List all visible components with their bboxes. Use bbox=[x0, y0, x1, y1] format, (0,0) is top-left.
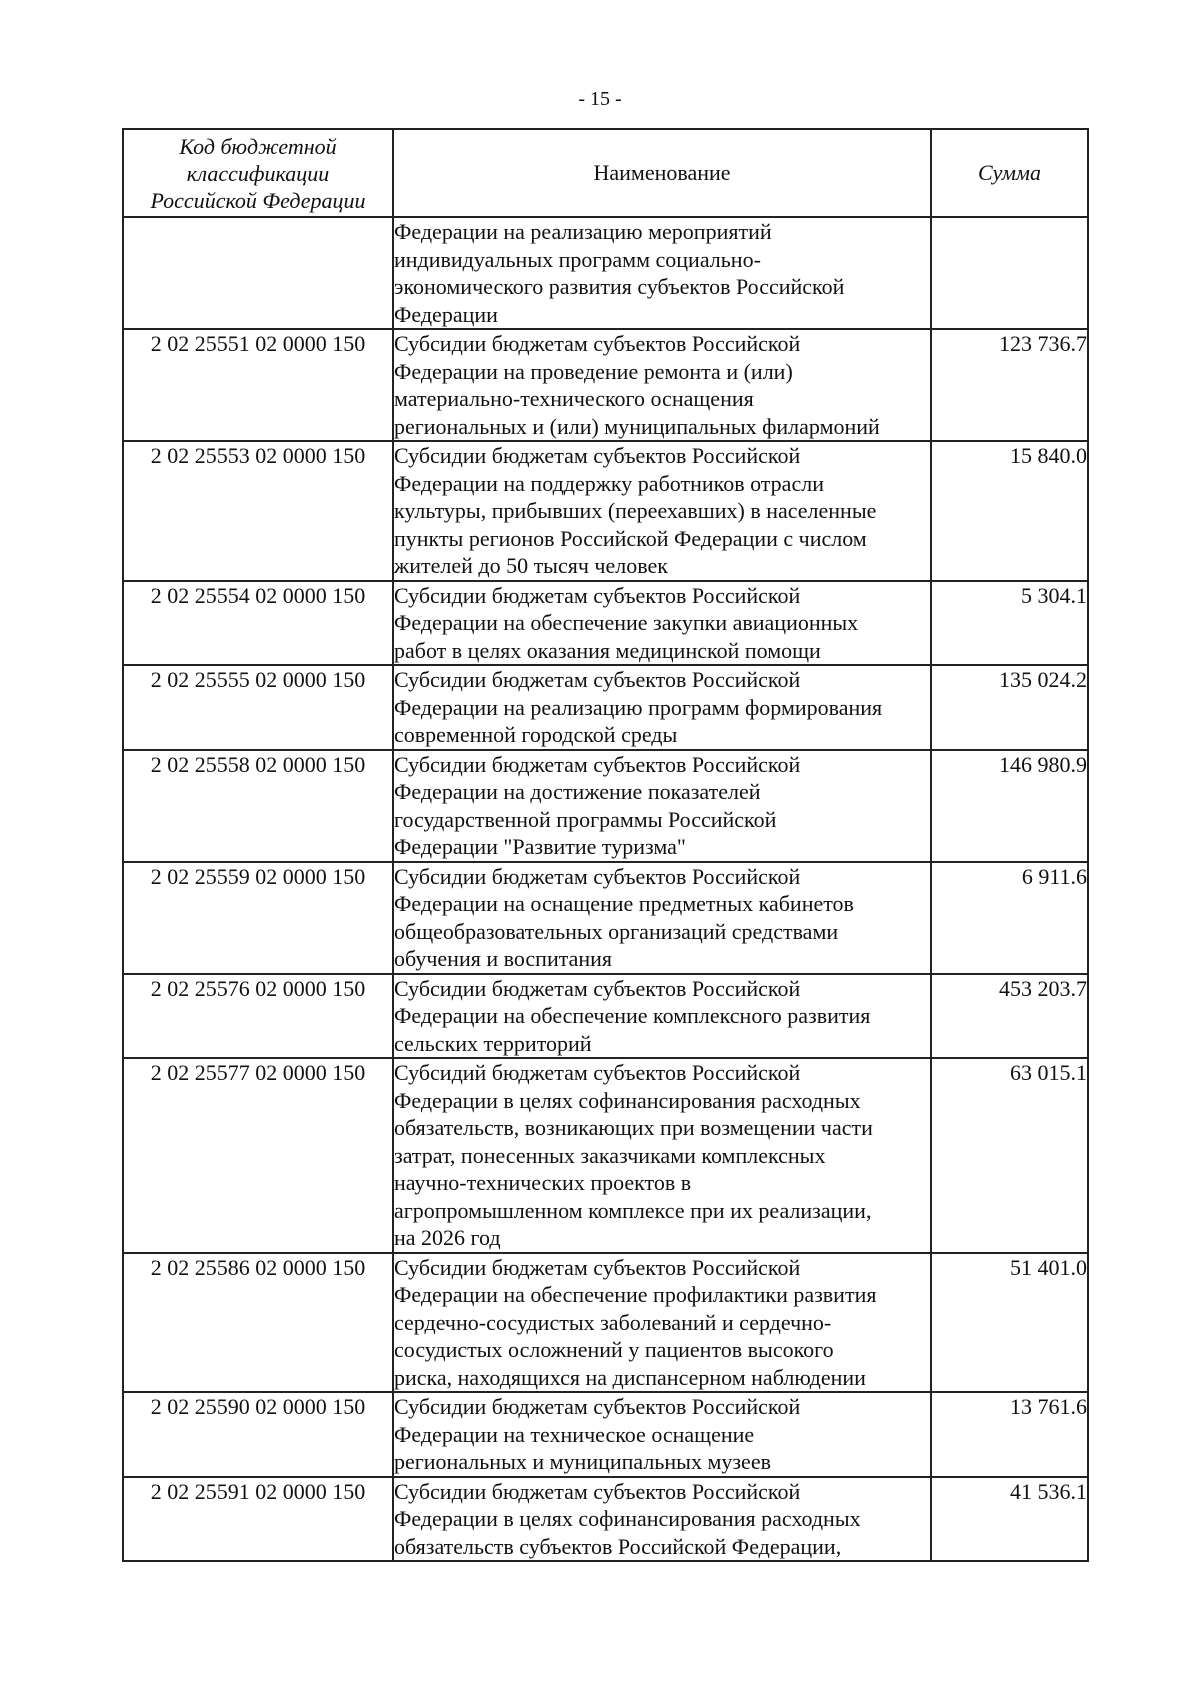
header-code-line: классификации bbox=[186, 160, 330, 186]
name-cell bbox=[393, 1392, 931, 1477]
name-line: Федерации на поддержку работников отрасли bbox=[394, 470, 824, 496]
name-line: Субсидии бюджетам субъектов Российской bbox=[394, 443, 801, 468]
name-line: сельских территорий bbox=[394, 1030, 592, 1056]
name-line: Федерации в целях софинансирования расходных bbox=[394, 1506, 861, 1531]
budget-code-cell: 2 02 25590 02 0000 150 bbox=[123, 1392, 393, 1477]
name-line: обязательств, возникающих при возмещении части bbox=[394, 1115, 873, 1140]
name-line: агропромышленном комплексе при их реализации, bbox=[394, 1197, 872, 1223]
table-row bbox=[123, 862, 1088, 974]
sum-cell: 13 761.6 bbox=[931, 1392, 1088, 1477]
name-line: научно-технических проектов в bbox=[394, 1170, 692, 1195]
sum-cell: 51 401.0 bbox=[931, 1253, 1088, 1393]
name-cell bbox=[393, 581, 931, 666]
budget-code-cell: 2 02 25576 02 0000 150 bbox=[123, 974, 393, 1059]
table-row bbox=[123, 1058, 1088, 1253]
header-name: Наименование bbox=[393, 129, 931, 217]
table-row bbox=[123, 441, 1088, 581]
page-number: - 15 - bbox=[578, 88, 622, 110]
name-line: Федерации на обеспечение комплексного развития bbox=[394, 1003, 871, 1028]
sum-cell: 63 015.1 bbox=[931, 1058, 1088, 1253]
table-row bbox=[123, 665, 1088, 750]
name-cell bbox=[393, 974, 931, 1059]
name-line: региональных и муниципальных музеев bbox=[394, 1449, 771, 1474]
name-line: региональных и (или) муниципальных филармоний bbox=[394, 413, 880, 439]
sum-cell: 5 304.1 bbox=[931, 581, 1088, 666]
budget-code-cell: 2 02 25554 02 0000 150 bbox=[123, 581, 393, 666]
name-line: обязательств субъектов Российской Федерации, bbox=[394, 1533, 842, 1559]
name-line: общеобразовательных организаций средствами bbox=[394, 918, 839, 944]
name-line: государственной программы Российской bbox=[394, 806, 777, 832]
name-cell bbox=[393, 329, 931, 441]
name-cell bbox=[393, 665, 931, 750]
name-line: Федерации на техническое оснащение bbox=[394, 1421, 755, 1447]
name-line: Субсидии бюджетам субъектов Российской bbox=[394, 975, 801, 1001]
name-line: Субсидии бюджетам субъектов Российской bbox=[394, 863, 801, 889]
budget-code-cell: 2 02 25551 02 0000 150 bbox=[123, 329, 393, 441]
name-line: Субсидии бюджетам субъектов Российской bbox=[394, 582, 801, 608]
name-cell bbox=[393, 217, 931, 329]
sum-cell: 123 736.7 bbox=[931, 329, 1088, 441]
sum-cell: 453 203.7 bbox=[931, 974, 1088, 1059]
name-line: Субсидий бюджетам субъектов Российской bbox=[394, 1060, 801, 1085]
name-line: Субсидии бюджетам субъектов Российской bbox=[394, 1478, 801, 1504]
header-code-line: Российской Федерации bbox=[150, 187, 366, 213]
name-line: Федерации "Развитие туризма" bbox=[394, 834, 686, 859]
name-line: затрат, понесенных заказчиками комплексных bbox=[394, 1142, 826, 1168]
name-cell bbox=[393, 862, 931, 974]
sum-cell: 41 536.1 bbox=[931, 1477, 1088, 1562]
name-line: Субсидии бюджетам субъектов Российской bbox=[394, 331, 801, 356]
table-row bbox=[123, 1392, 1088, 1477]
name-line: современной городской среды bbox=[394, 722, 678, 747]
name-line: риска, находящихся на диспансерном наблюдении bbox=[394, 1364, 866, 1390]
name-line: пункты регионов Российской Федерации с числом bbox=[394, 525, 867, 551]
name-cell bbox=[393, 441, 931, 581]
sum-cell: 6 911.6 bbox=[931, 862, 1088, 974]
name-line: Федерации в целях софинансирования расходных bbox=[394, 1087, 861, 1113]
header-sum: Сумма bbox=[931, 129, 1088, 217]
table-row bbox=[123, 974, 1088, 1059]
name-line: жителей до 50 тысяч человек bbox=[394, 553, 668, 578]
name-line: Субсидии бюджетам субъектов Российской bbox=[394, 751, 801, 777]
table-row bbox=[123, 329, 1088, 441]
name-line: Федерации на оснащение предметных кабинетов bbox=[394, 891, 854, 916]
name-line: сосудистых осложнений у пациентов высокого bbox=[394, 1337, 834, 1362]
name-line: индивидуальных программ социально- bbox=[394, 246, 761, 272]
name-line: Федерации на обеспечение закупки авиационных bbox=[394, 610, 859, 635]
sum-cell: 15 840.0 bbox=[931, 441, 1088, 581]
budget-code-cell: 2 02 25558 02 0000 150 bbox=[123, 750, 393, 862]
budget-code-cell: 2 02 25553 02 0000 150 bbox=[123, 441, 393, 581]
budget-code-cell: 2 02 25586 02 0000 150 bbox=[123, 1253, 393, 1393]
budget-table bbox=[122, 128, 1089, 1562]
header-code bbox=[123, 129, 393, 217]
budget-code-cell: 2 02 25555 02 0000 150 bbox=[123, 665, 393, 750]
table-row bbox=[123, 750, 1088, 862]
name-cell bbox=[393, 1253, 931, 1393]
table-row bbox=[123, 217, 1088, 329]
name-line: экономического развития субъектов Российской bbox=[394, 274, 845, 299]
name-cell bbox=[393, 750, 931, 862]
name-cell bbox=[393, 1477, 931, 1562]
budget-code-cell: 2 02 25559 02 0000 150 bbox=[123, 862, 393, 974]
table-row bbox=[123, 1477, 1088, 1562]
name-line: культуры, прибывших (переехавших) в населенные bbox=[394, 498, 877, 523]
sum-cell: 135 024.2 bbox=[931, 665, 1088, 750]
name-line: материально-технического оснащения bbox=[394, 386, 754, 411]
table-header-row bbox=[123, 129, 1088, 217]
name-line: работ в целях оказания медицинской помощи bbox=[394, 637, 821, 663]
header-code-line: Код бюджетной bbox=[179, 133, 337, 159]
budget-code-cell bbox=[123, 217, 393, 329]
budget-code-cell: 2 02 25591 02 0000 150 bbox=[123, 1477, 393, 1562]
name-line: Субсидии бюджетам субъектов Российской bbox=[394, 1394, 801, 1419]
name-line: Федерации на проведение ремонта и (или) bbox=[394, 358, 793, 384]
name-line: на 2026 год bbox=[394, 1225, 501, 1250]
name-line: Федерации на достижение показателей bbox=[394, 779, 761, 804]
name-line: Субсидии бюджетам субъектов Российской bbox=[394, 1254, 801, 1280]
budget-code-cell: 2 02 25577 02 0000 150 bbox=[123, 1058, 393, 1253]
name-line: обучения и воспитания bbox=[394, 946, 613, 971]
sum-cell: 146 980.9 bbox=[931, 750, 1088, 862]
name-line: Федерации bbox=[394, 301, 498, 327]
name-line: Федерации на обеспечение профилактики развития bbox=[394, 1282, 877, 1307]
name-line: сердечно-сосудистых заболеваний и сердечно- bbox=[394, 1309, 832, 1335]
table-row bbox=[123, 581, 1088, 666]
name-line: Субсидии бюджетам субъектов Российской bbox=[394, 667, 801, 692]
sum-cell bbox=[931, 217, 1088, 329]
table-row bbox=[123, 1253, 1088, 1393]
name-line: Федерации на реализацию программ формирования bbox=[394, 694, 883, 720]
name-cell bbox=[393, 1058, 931, 1253]
name-line: Федерации на реализацию мероприятий bbox=[394, 219, 772, 244]
